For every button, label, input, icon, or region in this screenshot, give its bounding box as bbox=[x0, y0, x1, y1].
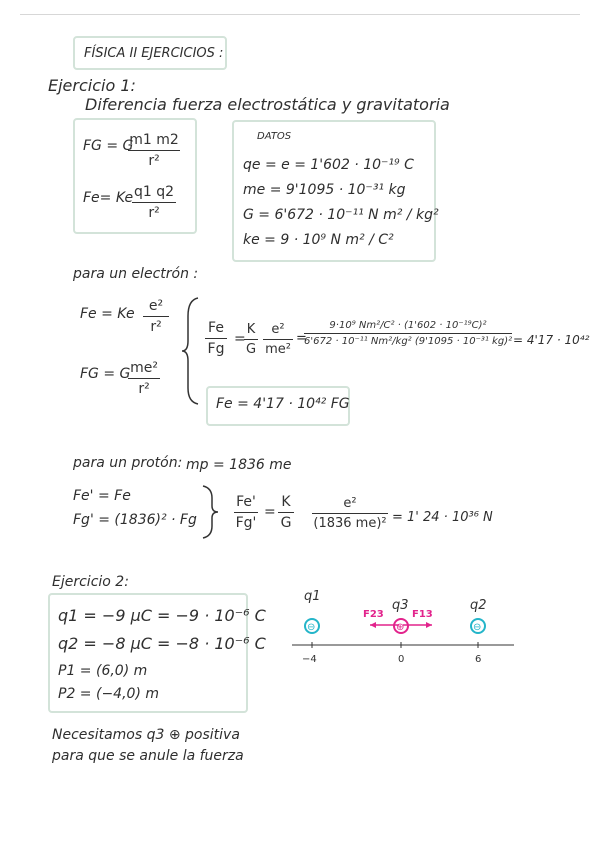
datos-me: me = 9'1095 · 10⁻³¹ kg bbox=[243, 182, 406, 198]
eq-sign-3: = bbox=[264, 504, 276, 520]
proton-ratio bbox=[234, 494, 258, 531]
proton-ratio-den: Fg' bbox=[235, 515, 257, 531]
q3-sign: ⊕ bbox=[396, 622, 405, 633]
ex1-label: Ejercicio 1: bbox=[48, 76, 136, 95]
electron-e2: e² bbox=[271, 322, 285, 337]
electron-k-g bbox=[244, 322, 258, 357]
fg-formula-num: m1 m2 bbox=[129, 132, 179, 148]
ex2-label: Ejercicio 2: bbox=[52, 574, 129, 590]
electron-e-me bbox=[263, 322, 293, 357]
electron-boxed-result: Fe = 4'17 · 10⁴² FG bbox=[216, 396, 350, 412]
tick-right: 6 bbox=[475, 654, 482, 665]
proton-ratio-num: Fe' bbox=[236, 494, 256, 510]
proton-heading: para un protón: bbox=[73, 455, 183, 471]
datos-ke: ke = 9 · 10⁹ N m² / C² bbox=[243, 232, 394, 248]
electron-big-num: 9·10⁹ Nm²/C² · (1'602 · 10⁻¹⁹C)² bbox=[329, 320, 487, 331]
electron-fg-lhs: FG = G bbox=[80, 366, 131, 382]
electron-heading: para un electrón : bbox=[73, 266, 199, 282]
tick-left: −4 bbox=[302, 654, 317, 665]
electron-fg-den: r² bbox=[138, 381, 150, 397]
datos-title: DATOS bbox=[257, 131, 292, 142]
eq-sign-1: = bbox=[234, 331, 246, 347]
fg-formula-fraction bbox=[128, 132, 180, 169]
charge-diagram bbox=[290, 585, 520, 675]
datos-g: G = 6'672 · 10⁻¹¹ N m² / kg² bbox=[243, 207, 439, 223]
fe-formula-fraction bbox=[132, 184, 176, 221]
electron-big-fraction bbox=[304, 320, 512, 347]
f23-label: F23 bbox=[363, 609, 384, 620]
electron-ratio-num: Fe bbox=[208, 320, 224, 336]
q1-label: q1 bbox=[304, 589, 321, 604]
electron-fe-fraction bbox=[143, 298, 169, 335]
electron-ratio-den: Fg bbox=[207, 341, 225, 357]
proton-k-g bbox=[278, 494, 294, 531]
electron-fe-lhs: Fe = Ke bbox=[80, 306, 135, 322]
fg-formula-den: r² bbox=[148, 153, 160, 169]
tick-mid: 0 bbox=[398, 654, 405, 665]
proton-e-mp bbox=[312, 496, 388, 531]
electron-fe-den: r² bbox=[150, 319, 162, 335]
electron-me2: me² bbox=[265, 342, 291, 357]
fe-formula-num: q1 q2 bbox=[133, 184, 175, 200]
q2-sign: ⊖ bbox=[473, 622, 482, 633]
proton-e2: e² bbox=[343, 496, 357, 511]
electron-g: G bbox=[245, 342, 257, 357]
ex2-data-p2: P2 = (−4,0) m bbox=[58, 686, 159, 702]
ex2-data-p1: P1 = (6,0) m bbox=[58, 663, 148, 679]
electron-fg-fraction bbox=[128, 360, 160, 397]
proton-brace bbox=[200, 484, 220, 540]
electron-fe-num: e² bbox=[148, 298, 164, 314]
page-title: FÍSICA II EJERCICIOS : bbox=[84, 46, 224, 61]
ex1-subtitle: Diferencia fuerza electrostática y gravitatoria bbox=[85, 95, 450, 114]
ex2-conclusion-line1: Necesitamos q3 ⊕ positiva bbox=[52, 727, 240, 743]
proton-g: G bbox=[280, 515, 292, 531]
proton-fe-prime: Fe' = Fe bbox=[73, 488, 131, 504]
ex2-data-q1: q1 = −9 μC = −9 · 10⁻⁶ C bbox=[58, 606, 266, 625]
electron-brace bbox=[180, 296, 204, 406]
electron-ratio bbox=[205, 320, 227, 357]
ex2-conclusion-line2: para que se anule la fuerza bbox=[52, 748, 244, 764]
eq-sign-2: = bbox=[296, 331, 307, 346]
datos-qe: qe = e = 1'602 · 10⁻¹⁹ C bbox=[243, 157, 414, 173]
f13-label: F13 bbox=[412, 609, 433, 620]
electron-result: = 4'17 · 10⁴² bbox=[513, 333, 590, 347]
fe-formula-lhs: Fe= Ke bbox=[83, 190, 134, 206]
electron-fg-num: me² bbox=[130, 360, 158, 376]
top-rule bbox=[20, 14, 580, 15]
q3-label: q3 bbox=[392, 598, 409, 613]
proton-mp: mp = 1836 me bbox=[186, 457, 292, 473]
q1-sign: ⊖ bbox=[307, 622, 316, 633]
proton-result: = 1' 24 · 10³⁶ N bbox=[392, 510, 493, 525]
electron-k: K bbox=[246, 322, 256, 337]
ex2-data-q2: q2 = −8 μC = −8 · 10⁻⁶ C bbox=[58, 634, 266, 653]
electron-big-den: 6'672 · 10⁻¹¹ Nm²/kg² (9'1095 · 10⁻³¹ kg)² bbox=[304, 336, 513, 347]
fe-formula-den: r² bbox=[148, 205, 160, 221]
q2-label: q2 bbox=[470, 598, 487, 613]
fg-formula-lhs: FG = G bbox=[83, 138, 134, 154]
proton-k: K bbox=[281, 494, 291, 510]
proton-fg-prime: Fg' = (1836)² · Fg bbox=[73, 512, 197, 528]
proton-mp2: (1836 me)² bbox=[313, 516, 387, 531]
